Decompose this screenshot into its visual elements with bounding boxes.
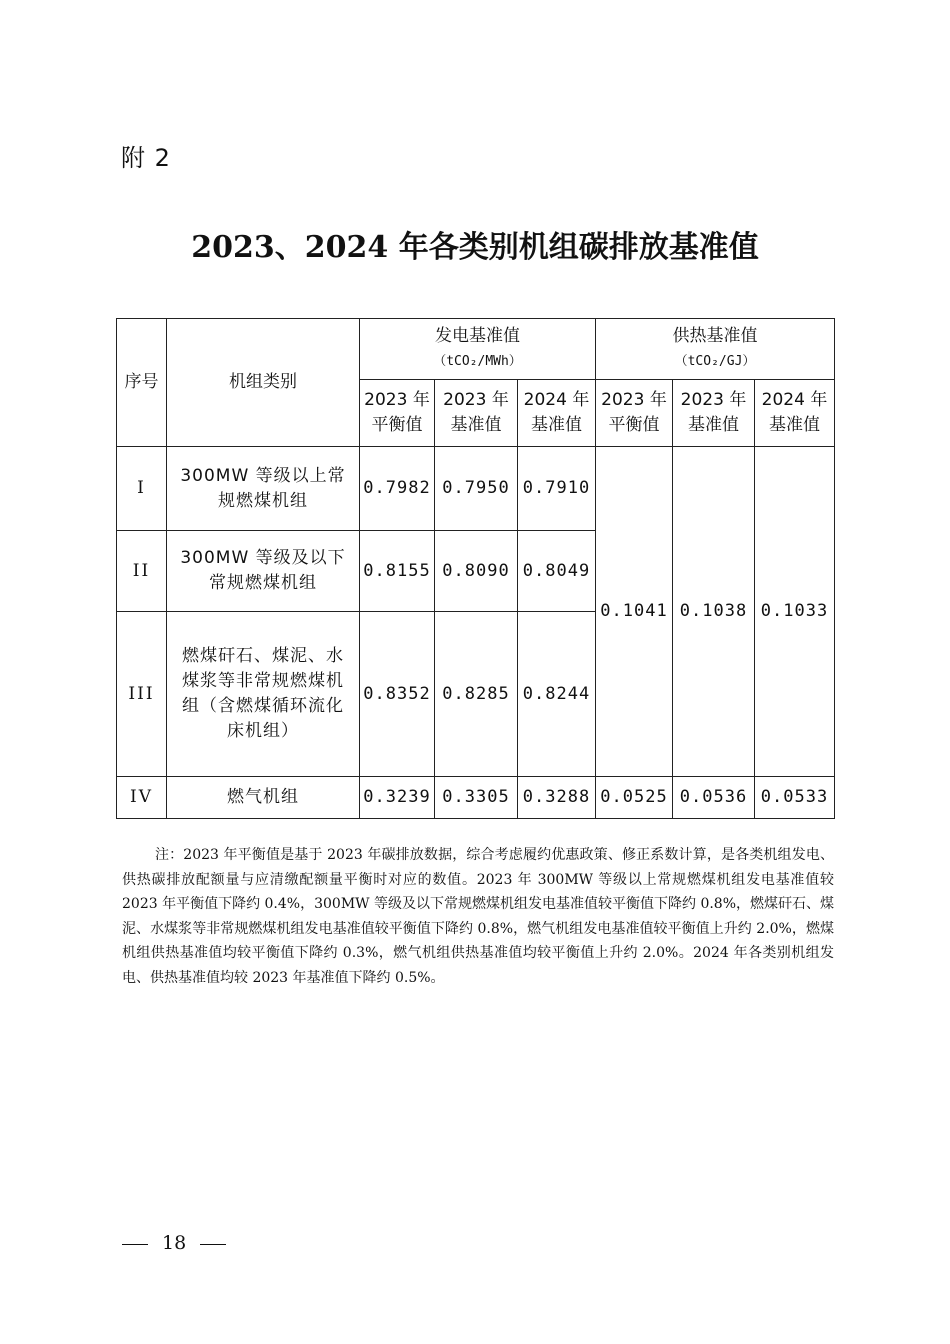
heat-value: 0.0536 [673, 777, 755, 819]
power-value: 0.8090 [435, 531, 518, 612]
table-row [117, 777, 835, 819]
heat-group-header [596, 319, 835, 380]
header-row-1 [117, 319, 835, 380]
power-col-header [360, 380, 435, 447]
power-group-unit: （tCO₂/MWh） [433, 354, 522, 369]
power-col-header [435, 380, 518, 447]
power-value: 0.3288 [518, 777, 596, 819]
row-serial: I [117, 447, 167, 531]
heat-col-year: 2024 年 [761, 390, 828, 410]
annex-label: 附 2 [121, 144, 171, 172]
power-group-header [360, 319, 596, 380]
heat-value: 0.0525 [596, 777, 673, 819]
col-category-header: 机组类别 [167, 319, 360, 447]
power-value: 0.8352 [360, 612, 435, 777]
col-serial-header: 序号 [117, 319, 167, 447]
heat-group-label: 供热基准值 [672, 326, 758, 346]
row-category: 燃煤矸石、煤泥、水煤浆等非常规燃煤机组（含燃煤循环流化床机组） [167, 612, 360, 777]
power-value: 0.7982 [360, 447, 435, 531]
power-col-kind: 基准值 [531, 415, 582, 435]
power-value: 0.8049 [518, 531, 596, 612]
row-category: 300MW 等级及以下常规燃煤机组 [167, 531, 360, 612]
heat-col-header [755, 380, 835, 447]
power-col-kind: 基准值 [450, 415, 502, 435]
heat-col-header [673, 380, 755, 447]
heat-col-year: 2023 年 [680, 390, 747, 410]
power-col-header [518, 380, 596, 447]
power-value: 0.7950 [435, 447, 518, 531]
power-value: 0.7910 [518, 447, 596, 531]
heat-value: 0.0533 [755, 777, 835, 819]
heat-col-kind: 平衡值 [608, 415, 660, 435]
heat-group-unit: （tCO₂/GJ） [674, 354, 756, 369]
page-title: 2023、2024 年各类别机组碳排放基准值 [191, 230, 759, 265]
row-serial: III [117, 612, 167, 777]
power-group-label: 发电基准值 [435, 326, 520, 346]
coal-heat-value: 0.1033 [755, 447, 835, 777]
power-value: 0.3239 [360, 777, 435, 819]
power-col-year: 2023 年 [364, 390, 430, 410]
power-col-year: 2024 年 [523, 390, 590, 410]
row-category: 燃气机组 [167, 777, 360, 819]
heat-col-kind: 基准值 [769, 415, 821, 435]
row-serial: IV [117, 777, 167, 819]
table-row [117, 447, 835, 531]
power-col-kind: 平衡值 [371, 415, 423, 435]
power-value: 0.8155 [360, 531, 435, 612]
page-number: 18 [162, 1232, 187, 1254]
coal-heat-value: 0.1041 [596, 447, 673, 777]
heat-col-header [596, 380, 673, 447]
power-value: 0.8285 [435, 612, 518, 777]
row-serial: II [117, 531, 167, 612]
power-value: 0.8244 [518, 612, 596, 777]
page-footer [122, 1232, 226, 1254]
coal-heat-value: 0.1038 [673, 447, 755, 777]
footer-dash-left [122, 1244, 148, 1245]
power-value: 0.3305 [435, 777, 518, 819]
power-col-year: 2023 年 [443, 390, 509, 410]
row-category: 300MW 等级以上常规燃煤机组 [167, 447, 360, 531]
heat-col-kind: 基准值 [688, 415, 739, 435]
footer-dash-right [200, 1244, 226, 1245]
heat-col-year: 2023 年 [601, 390, 667, 410]
table-note: 注：2023 年平衡值是基于 2023 年碳排放数据，综合考虑履约优惠政策、修正系数计算，是各类机组发电、供热碳排放配额量与应清缴配额量平衡时对应的数值。2023 年 300MW 等级以上常规燃煤机组发电基准值较 2023 年平衡值下降约 0.4%，300MW 等级及以下常规燃煤机组发电基准值较平衡值下降约 0.8%，燃煤矸石、煤泥、水煤浆等非常规燃煤机组发电基准值较平衡值下降约 0.8%，燃气机组发电基准值较平衡值上升约 2.0%，燃煤机组供热基准值均较平衡值下降约 0.3%，燃气机组供热基准值均较平衡值上升约 2.0%。2024 年各类别机组发电、供热基准值均较 2023 年基准值下降约 0.5%。 [122, 847, 835, 986]
baseline-table [116, 318, 835, 819]
